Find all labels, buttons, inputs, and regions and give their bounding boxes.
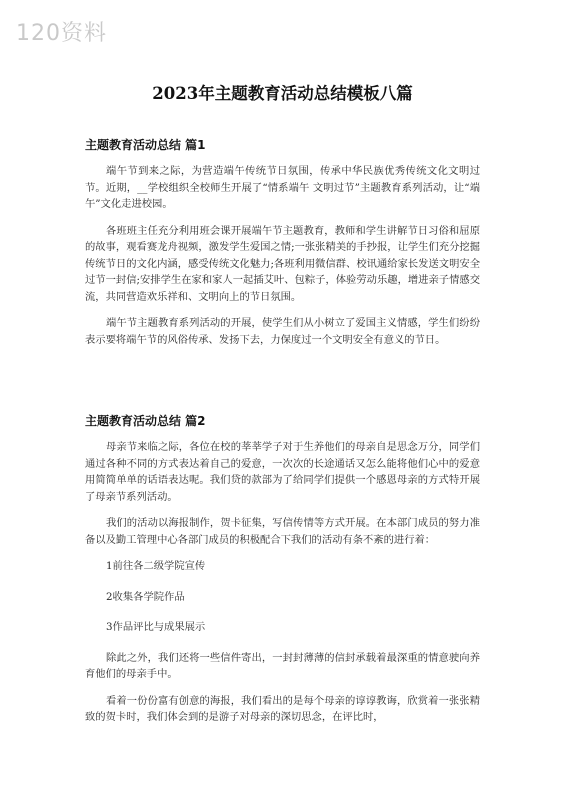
list-item: 2收集各学院作品 xyxy=(106,590,185,603)
section-2 xyxy=(85,412,480,736)
paragraph: 看着一份份富有创意的海报，我们看出的是每个母亲的谆谆教诲，欣赏着一张张精致的贺卡时，我们体会到的是游子对母亲的深切思念，在评比时， xyxy=(85,694,480,723)
watermark-logo: 120资料 xyxy=(16,21,107,46)
section-heading: 主题教育活动总结 篇2 xyxy=(85,414,206,428)
paragraph: 母亲节来临之际，各位在校的莘莘学子对于生养他们的母亲自是思念万分，同学们通过各种不同的方式表达着自己的爱意，一次次的长途通话又怎么能将他们心中的爱意用简简单单的话语表达呢。我们贷的款部为了给同学们提供一个感恩母亲的方式特开展了母亲节系列活动。 xyxy=(85,441,480,503)
paragraph: 端午节主题教育系列活动的开展，使学生们从小树立了爱国主义情感，学生们纷纷表示要将端午节的风俗传承、发扬下去，力保度过一个文明安全有意义的节日。 xyxy=(85,317,480,346)
paragraph: 除此之外，我们还将一些信件寄出，一封封薄薄的信封承载着最深重的情意驶向养育他们的母亲手中。 xyxy=(85,651,480,680)
list-item: 3作品评比与成果展示 xyxy=(106,621,206,633)
section-heading: 主题教育活动总结 篇1 xyxy=(85,138,206,152)
paragraph: 各班班主任充分利用班会课开展端午节主题教育，教师和学生讲解节日习俗和屈原的故事，观看赛龙舟视频，激发学生爱国之情;一张张精美的手抄报，让学生们充分挖掘传统节日的文化内涵，感受传统文化魅力;各班利用微信群、校讯通给家长发送文明安全过节一封信;安排学生在家和家人一起插艾叶、包粽子，体验劳动乐趣，增进亲子情感交流，共同营造欢乐祥和、文明向上的节日氛围。 xyxy=(85,224,480,303)
document-title: 2023年主题教育活动总结模板八篇 xyxy=(152,84,413,103)
paragraph: 我们的活动以海报制作，贺卡征集，写信传情等方式开展。在本部门成员的努力准备以及勤工管理中心各部门成员的积极配合下我们的活动有条不紊的进行着： xyxy=(85,517,480,546)
list-item: 1前往各二级学院宣传 xyxy=(106,560,206,572)
paragraph: 端午节到来之际，为营造端午传统节日氛围，传承中华民族优秀传统文化文明过节。近期，__学校组织全校师生开展了“情系端午 文明过节”主题教育系列活动，让“端午”文化走进校园。 xyxy=(85,165,480,210)
section-1 xyxy=(85,136,480,358)
